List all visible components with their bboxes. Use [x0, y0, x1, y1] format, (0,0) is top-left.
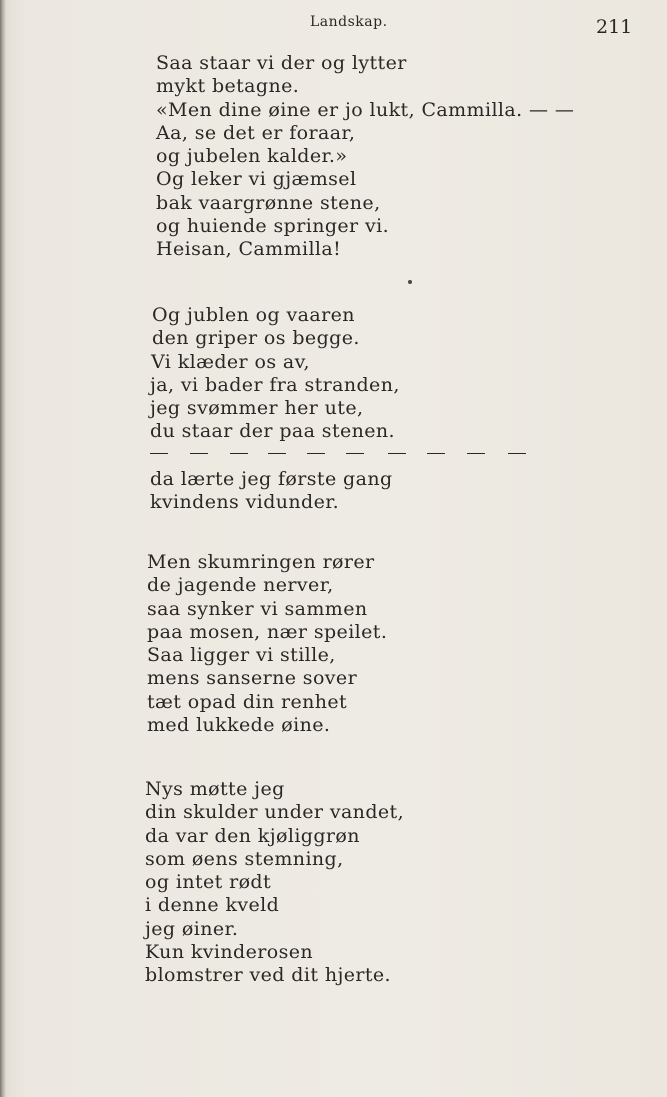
verse-line: og intet rødt	[145, 871, 272, 894]
stanza-2	[0, 304, 400, 444]
stanza-4	[0, 551, 388, 737]
verse-line: og huiende springer vi.	[156, 215, 390, 238]
verse-line: «Men dine øine er jo lukt, Cammilla. — —	[156, 98, 575, 121]
verse-line: din skulder under vandet,	[145, 801, 405, 824]
verse-line: tæt opad din renhet	[147, 690, 348, 713]
stanza-3	[0, 468, 393, 515]
verse-line: da var den kjøliggrøn	[145, 824, 360, 847]
verse-line: som øens stemning,	[145, 847, 344, 870]
verse-line: jeg svømmer her ute,	[150, 397, 364, 420]
ornament-dot	[408, 280, 412, 284]
verse-line: Og jublen og vaaren	[152, 304, 355, 326]
verse-line: ja, vi bader fra stranden,	[150, 373, 400, 396]
stanza-5	[0, 778, 405, 988]
dash-divider	[150, 442, 530, 462]
verse-line: bak vaargrønne stene,	[156, 191, 381, 214]
verse-line: mens sanserne sover	[147, 667, 358, 690]
verse-line: Heisan, Cammilla!	[156, 238, 342, 261]
verse-line: Saa staar vi der og lytter	[156, 52, 407, 74]
verse-line: de jagende nerver,	[147, 574, 334, 597]
verse-line: mykt betagne.	[156, 75, 300, 98]
running-head: Landskap.	[310, 14, 388, 30]
stanza-1	[0, 52, 575, 262]
verse-line: Aa, se det er foraar,	[156, 121, 356, 144]
verse-line: blomstrer ved dit hjerte.	[145, 964, 391, 987]
verse-line: i denne kveld	[145, 894, 280, 917]
verse-line: den griper os begge.	[152, 327, 360, 350]
verse-line: paa mosen, nær speilet.	[147, 620, 388, 643]
verse-line: da lærte jeg første gang	[150, 468, 393, 490]
verse-line: Nys møtte jeg	[145, 778, 285, 800]
verse-line: jeg øiner.	[145, 917, 239, 940]
verse-line: Men skumringen rører	[147, 551, 375, 573]
verse-line: kvindens vidunder.	[150, 491, 340, 514]
verse-line: Vi klæder os av,	[151, 350, 310, 373]
verse-line: Og leker vi gjæmsel	[156, 168, 357, 191]
verse-line: og jubelen kalder.»	[156, 145, 348, 168]
verse-line: med lukkede øine.	[147, 714, 331, 737]
verse-line: Saa ligger vi stille,	[147, 644, 336, 667]
verse-line: saa synker vi sammen	[147, 597, 368, 620]
page-number: 211	[596, 16, 633, 38]
verse-line: du staar der paa stenen.	[150, 420, 395, 443]
verse-line: Kun kvinderosen	[145, 941, 314, 964]
